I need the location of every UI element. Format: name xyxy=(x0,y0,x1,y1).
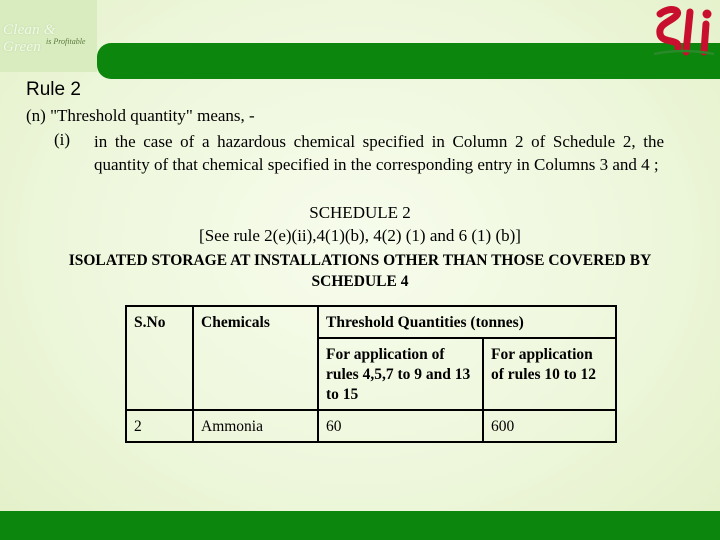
subheader-rules-10-12: For application of rules 10 to 12 xyxy=(483,338,616,410)
table-row xyxy=(126,410,616,442)
footer-bar xyxy=(0,511,720,540)
header-bar xyxy=(97,43,720,79)
definition-line: (n) "Threshold quantity" means, - xyxy=(26,106,255,125)
logo-title: Clean & Green xyxy=(3,22,56,55)
header-sno: S.No xyxy=(126,306,193,410)
logo-subtitle: is Profitable xyxy=(46,37,86,46)
cell-q1: 60 xyxy=(318,410,483,442)
subheader-rules-4-9: For application of rules 4,5,7 to 9 and 13 to 15 xyxy=(318,338,483,410)
item-text: in the case of a hazardous chemical specified in Column 2 of Schedule 2, the quantity of that chemical specified in the corresponding entry in Columns 3 and 4 ; xyxy=(94,132,664,174)
cell-sno: 2 xyxy=(126,410,193,442)
schedule-title: SCHEDULE 2 xyxy=(309,203,411,222)
cell-q2: 600 xyxy=(483,410,616,442)
header-chemicals: Chemicals xyxy=(193,306,318,410)
header-threshold: Threshold Quantities (tonnes) xyxy=(318,306,616,338)
table-header-row xyxy=(126,306,616,338)
slide-title: Rule 2 xyxy=(26,79,81,100)
schedule-reference: [See rule 2(e)(ii),4(1)(b), 4(2) (1) and 6 (1) (b)] xyxy=(199,226,521,245)
sli-logo-icon xyxy=(648,4,718,58)
threshold-table xyxy=(125,305,617,443)
item-marker: (i) xyxy=(54,130,71,149)
cell-chemical: Ammonia xyxy=(193,410,318,442)
clean-green-logo xyxy=(0,0,97,72)
schedule-heading: ISOLATED STORAGE AT INSTALLATIONS OTHER THAN THOSE COVERED BY SCHEDULE 4 xyxy=(68,252,652,290)
